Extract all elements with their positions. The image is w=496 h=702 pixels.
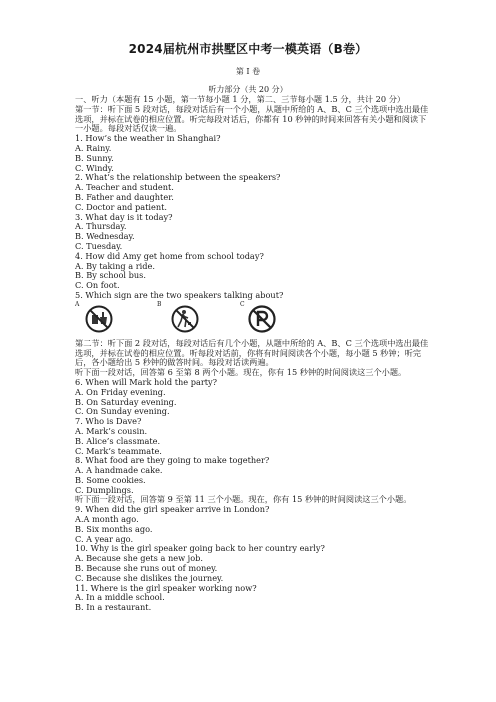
sign-label: B bbox=[157, 300, 162, 308]
question-text: 7. Who is Dave? bbox=[75, 416, 142, 427]
question-block bbox=[75, 252, 430, 291]
volume-label: 第 I 卷 bbox=[235, 67, 261, 76]
question-text: 4. How did Amy get home from school today? bbox=[75, 250, 264, 261]
option: C. On Sunday evening. bbox=[75, 406, 170, 417]
option: A.A month ago. bbox=[75, 514, 139, 525]
sign-options bbox=[75, 302, 430, 336]
part-intro: 一、听力（本题有 15 小题，第一节每小题 1 分，第二、三节每小题 1.5 分，共计 20 分） bbox=[75, 94, 406, 104]
option: A. In a middle school. bbox=[75, 592, 165, 603]
option: A. Teacher and student. bbox=[75, 182, 174, 193]
option: A. Because she gets a new job. bbox=[75, 553, 203, 564]
question-block bbox=[75, 417, 430, 456]
option: A. By taking a ride. bbox=[75, 260, 155, 271]
no-parking-icon bbox=[248, 305, 276, 333]
group-intro: 听下面一段对话，回答第 6 至第 8 两个小题。现在，你有 15 秒钟的时间阅读这三个小题。 bbox=[75, 367, 407, 378]
question-block bbox=[75, 544, 430, 583]
question-block bbox=[75, 584, 430, 613]
option: A. On Friday evening. bbox=[75, 386, 166, 397]
option: B. Some cookies. bbox=[75, 474, 146, 485]
option: C. Windy. bbox=[75, 162, 114, 173]
question-text: 10. Why is the girl speaker going back to her country early? bbox=[75, 543, 325, 554]
option: A. Mark’s cousin. bbox=[75, 425, 148, 436]
option: B. Father and daughter. bbox=[75, 191, 174, 202]
question-text: 9. When did the girl speaker arrive in London? bbox=[75, 504, 270, 515]
option: C. A year ago. bbox=[75, 533, 134, 544]
question-text: 1. How’s the weather in Shanghai? bbox=[75, 133, 221, 144]
option: C. Doctor and patient. bbox=[75, 201, 168, 212]
question-block bbox=[75, 456, 430, 495]
section-heading: 听力部分（共 20 分） bbox=[208, 85, 288, 94]
option: B. By school bus. bbox=[75, 270, 146, 281]
option: B. On Saturday evening. bbox=[75, 396, 177, 407]
option: A. Rainy. bbox=[75, 142, 112, 153]
question-text: 2. What’s the relationship between the speakers? bbox=[75, 172, 281, 183]
option: C. Mark’s teammate. bbox=[75, 445, 162, 456]
option: C. Because she dislikes the journey. bbox=[75, 572, 224, 583]
question-text: 11. Where is the girl speaker working now? bbox=[75, 582, 257, 593]
question-text: 5. Which sign are the two speakers talking about? bbox=[75, 289, 284, 300]
no-food-drink-icon bbox=[85, 305, 113, 333]
page-title: 2024届杭州市拱墅区中考一模英语（B卷） bbox=[128, 42, 368, 56]
sign-label: A bbox=[75, 300, 80, 308]
option: B. Sunny. bbox=[75, 152, 114, 163]
question-block bbox=[75, 505, 430, 544]
option: B. Because she runs out of money. bbox=[75, 563, 218, 574]
question-block bbox=[75, 173, 430, 212]
group-intro: 听下面一段对话，回答第 9 至第 11 三个小题。现在，你有 15 秒钟的时间阅读这三个小题。 bbox=[75, 494, 412, 505]
option: C. Tuesday. bbox=[75, 240, 123, 251]
option: C. On foot. bbox=[75, 280, 120, 291]
part1-instructions: 第一节：听下面 5 段对话，每段对话后有一个小题，从题中所给的 A、B、C 三个选项中选出最佳选项，并标在试卷的相应位置。听完每段对话后，你都有 10 秒钟的时间来回答有关小题和阅读下一小题。每段对话仅读一遍。 bbox=[75, 103, 429, 134]
option: B. Six months ago. bbox=[75, 523, 153, 534]
option: B. Wednesday. bbox=[75, 231, 135, 242]
question-block bbox=[75, 378, 430, 417]
exam-content bbox=[75, 95, 430, 613]
option: B. In a restaurant. bbox=[75, 602, 152, 613]
question-block bbox=[75, 213, 430, 252]
question-text: 8. What food are they going to make together? bbox=[75, 455, 270, 466]
question-text: 3. What day is it today? bbox=[75, 211, 173, 222]
option: A. A handmade cake. bbox=[75, 465, 163, 476]
question-text: 6. When will Mark hold the party? bbox=[75, 376, 218, 387]
option: A. Thursday. bbox=[75, 221, 127, 232]
sign-label: C bbox=[240, 300, 245, 308]
option: B. Alice’s classmate. bbox=[75, 435, 161, 446]
question-block bbox=[75, 134, 430, 173]
no-littering-icon bbox=[171, 305, 199, 333]
option: C. Dumplings. bbox=[75, 484, 134, 495]
part2-instructions: 第二节：听下面 2 段对话，每段对话后有几个小题，从题中所给的 A、B、C 三个选项中选出最佳选项，并标在试卷的相应位置。听每段对话前，你将有时间阅读各个小题，每小题 5 秒钟；听完后，各小题给出 5 秒钟的做答时间。每段对话读两遍。 bbox=[75, 337, 429, 368]
